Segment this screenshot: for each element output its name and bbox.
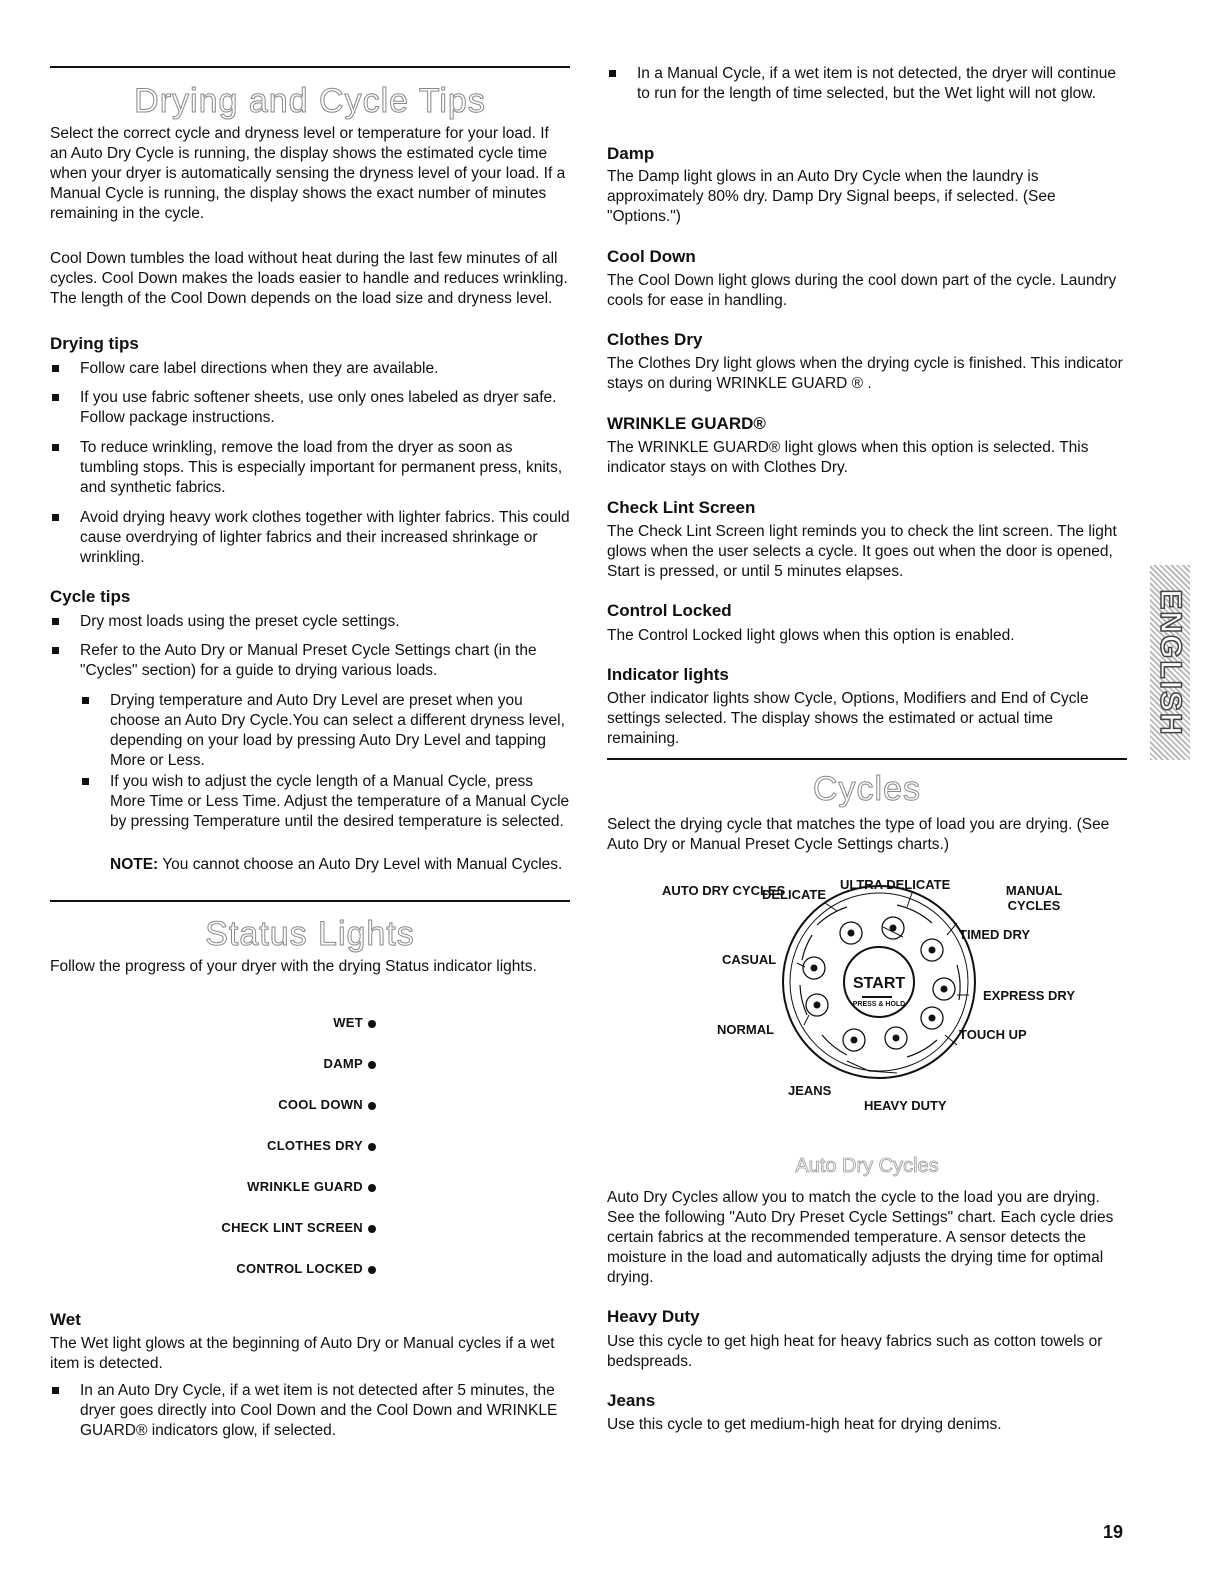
- dial-label-delicate: DELICATE: [762, 887, 827, 902]
- indicator-dot-icon: [368, 1184, 376, 1192]
- intro-paragraph-2: Cool Down tumbles the load without heat during the last few minutes of all cycles. Cool Down makes the loads easier to handle and reduces wrinkling. The length of the Cool Down depends on the load size and dryness level.: [50, 250, 568, 307]
- indicator-dot-icon: [368, 1225, 376, 1233]
- damp-heading: Damp: [607, 144, 655, 163]
- note: [110, 855, 570, 875]
- list-item: Dry most loads using the preset cycle settings.: [50, 612, 570, 632]
- status-light-cool-down: [50, 1095, 376, 1136]
- note-label: NOTE:: [110, 856, 159, 873]
- indicator-lights-text: Other indicator lights show Cycle, Options, Modifiers and End of Cycle settings selected. The display shows the estimated or actual time remaining.: [607, 690, 1089, 747]
- list-item: Refer to the Auto Dry or Manual Preset Cycle Settings chart (in the "Cycles" section) for a guide to drying various loads.: [50, 641, 570, 681]
- status-lights-list: [50, 1013, 376, 1300]
- cycle-tips-heading: Cycle tips: [50, 587, 131, 606]
- indicator-lights-heading: Indicator lights: [607, 665, 729, 684]
- status-intro: Follow the progress of your dryer with the drying Status indicator lights.: [50, 958, 537, 975]
- dial-label-jeans: JEANS: [788, 1083, 832, 1098]
- cycle-dial-diagram: [607, 875, 1127, 1125]
- status-light-wrinkle-guard: [50, 1177, 376, 1218]
- intro-paragraph-1: Select the correct cycle and dryness level or temperature for your load. If an Auto Dry Cycle is running, the display shows the estimated cycle time when your dryer is automatically sensing the dryness level of your load. If a Manual Cycle is running, the display shows the exact number of minutes remaining in the cycle.: [50, 125, 566, 222]
- dial-label-casual: CASUAL: [722, 952, 777, 967]
- wrinkle-guard-text: The WRINKLE GUARD® light glows when this option is selected. This indicator stays on with Clothes Dry.: [607, 439, 1089, 476]
- indicator-dot-icon: [368, 1061, 376, 1069]
- indicator-dot-icon: [368, 1102, 376, 1110]
- wet-heading: Wet: [50, 1310, 81, 1329]
- clothes-dry-heading: Clothes Dry: [607, 330, 703, 349]
- dial-label-normal: NORMAL: [717, 1022, 775, 1037]
- heavy-duty-heading: Heavy Duty: [607, 1307, 700, 1326]
- status-light-damp: [50, 1054, 376, 1095]
- control-locked-text: The Control Locked light glows when this option is enabled.: [607, 627, 1015, 644]
- list-item: In an Auto Dry Cycle, if a wet item is not detected after 5 minutes, the dryer goes directly into Cool Down and the Cool Down and WRINKLE GUARD® indicators glow, if selected.: [50, 1381, 570, 1441]
- damp-text: The Damp light glows in an Auto Dry Cycle when the laundry is approximately 80% dry. Damp Dry Signal beeps, if selected. (See "Options."): [607, 168, 1056, 225]
- note-text: You cannot choose an Auto Dry Level with Manual Cycles.: [158, 856, 563, 873]
- divider: [50, 900, 570, 902]
- dial-label-ultra-delicate: ULTRA DELICATE: [840, 877, 951, 892]
- indicator-dot-icon: [368, 1143, 376, 1151]
- status-light-control-locked: [50, 1259, 376, 1300]
- list-item: Drying temperature and Auto Dry Level are preset when you choose an Auto Dry Cycle.You can select a different dryness level, depending on your load by pressing Auto Dry Level and tapping More or Less.: [80, 691, 570, 771]
- indicator-dot-icon: [368, 1266, 376, 1274]
- list-item: Avoid drying heavy work clothes together with lighter fabrics. This could cause overdrying of lighter fabrics and their increased shrinkage or wrinkling.: [50, 508, 570, 568]
- status-light-clothes-dry: [50, 1136, 376, 1177]
- check-lint-heading: Check Lint Screen: [607, 498, 756, 517]
- drying-tips-heading: Drying tips: [50, 334, 139, 353]
- cycles-title: Cycles: [812, 770, 922, 808]
- start-button-label: START: [853, 975, 906, 992]
- auto-dry-title: Auto Dry Cycles: [795, 1155, 939, 1177]
- drying-title: Drying and Cycle Tips: [134, 82, 486, 120]
- status-light-label: DAMP: [323, 1056, 363, 1071]
- clothes-dry-text: The Clothes Dry light glows when the drying cycle is finished. This indicator stays on during WRINKLE GUARD ® .: [607, 355, 1123, 392]
- jeans-heading: Jeans: [607, 1391, 656, 1410]
- list-item: If you use fabric softener sheets, use only ones labeled as dryer safe. Follow package instructions.: [50, 388, 570, 428]
- list-item: If you wish to adjust the cycle length of a Manual Cycle, press More Time or Less Time. Adjust the temperature of a Manual Cycle by pressing Temperature until the desired temperature is selected.: [80, 772, 570, 832]
- press-hold-label: PRESS & HOLD: [852, 1001, 906, 1008]
- dial-label-timed-dry: TIMED DRY: [959, 927, 1031, 942]
- jeans-text: Use this cycle to get medium-high heat for drying denims.: [607, 1416, 1002, 1433]
- language-tab: [1150, 565, 1190, 760]
- dial-label-manual: MANUAL CYCLES: [1005, 883, 1063, 913]
- status-light-label: WRINKLE GUARD: [247, 1179, 363, 1194]
- dial-label-express-dry: EXPRESS DRY: [983, 988, 1075, 1003]
- dial-label-touch-up: TOUCH UP: [959, 1027, 1027, 1042]
- auto-dry-text: Auto Dry Cycles allow you to match the cycle to the load you are drying. See the following "Auto Dry Preset Cycle Settings" chart. Each cycle dries certain fabrics at the recommended temperature. A sensor detects the moisture in the load and automatically adjusts the drying time for optimal drying.: [607, 1189, 1114, 1286]
- status-light-wet: [50, 1013, 376, 1054]
- status-title: Status Lights: [205, 915, 415, 953]
- list-item: To reduce wrinkling, remove the load from the dryer as soon as tumbling stops. This is especially important for permanent press, knits, and synthetic fabrics.: [50, 438, 572, 498]
- heavy-duty-text: Use this cycle to get high heat for heavy fabrics such as cotton towels or bedspreads.: [607, 1333, 1103, 1370]
- list-item: Follow care label directions when they are available.: [50, 359, 570, 379]
- control-locked-heading: Control Locked: [607, 601, 732, 620]
- status-light-label: WET: [333, 1015, 363, 1030]
- divider: [50, 66, 570, 68]
- cycles-intro: Select the drying cycle that matches the type of load you are drying. (See Auto Dry or Manual Preset Cycle Settings charts.): [607, 816, 1110, 853]
- status-light-label: CHECK LINT SCREEN: [221, 1220, 363, 1235]
- page-number: 19: [1103, 1522, 1124, 1542]
- language-tab-label: ENGLISH: [1154, 588, 1187, 737]
- dial-label-auto-dry: AUTO DRY CYCLES: [662, 883, 786, 898]
- status-light-label: CLOTHES DRY: [267, 1138, 363, 1153]
- divider: [607, 758, 1127, 760]
- status-light-check-lint-screen: [50, 1218, 376, 1259]
- cool-down-heading: Cool Down: [607, 247, 696, 266]
- status-light-label: CONTROL LOCKED: [236, 1261, 363, 1276]
- indicator-dot-icon: [368, 1020, 376, 1028]
- dial-label-heavy-duty: HEAVY DUTY: [864, 1098, 947, 1113]
- wrinkle-guard-heading: WRINKLE GUARD®: [607, 414, 766, 433]
- check-lint-text: The Check Lint Screen light reminds you to check the lint screen. The light glows when the user selects a cycle. It goes out when the door is opened, Start is pressed, or until 5 minutes elapses.: [607, 523, 1117, 580]
- cool-down-text: The Cool Down light glows during the cool down part of the cycle. Laundry cools for ease in handling.: [607, 272, 1117, 309]
- status-light-label: COOL DOWN: [278, 1097, 363, 1112]
- list-item: In a Manual Cycle, if a wet item is not detected, the dryer will continue to run for the length of time selected, but the Wet light will not glow.: [607, 64, 1127, 104]
- wet-text: The Wet light glows at the beginning of Auto Dry or Manual cycles if a wet item is detected.: [50, 1335, 555, 1372]
